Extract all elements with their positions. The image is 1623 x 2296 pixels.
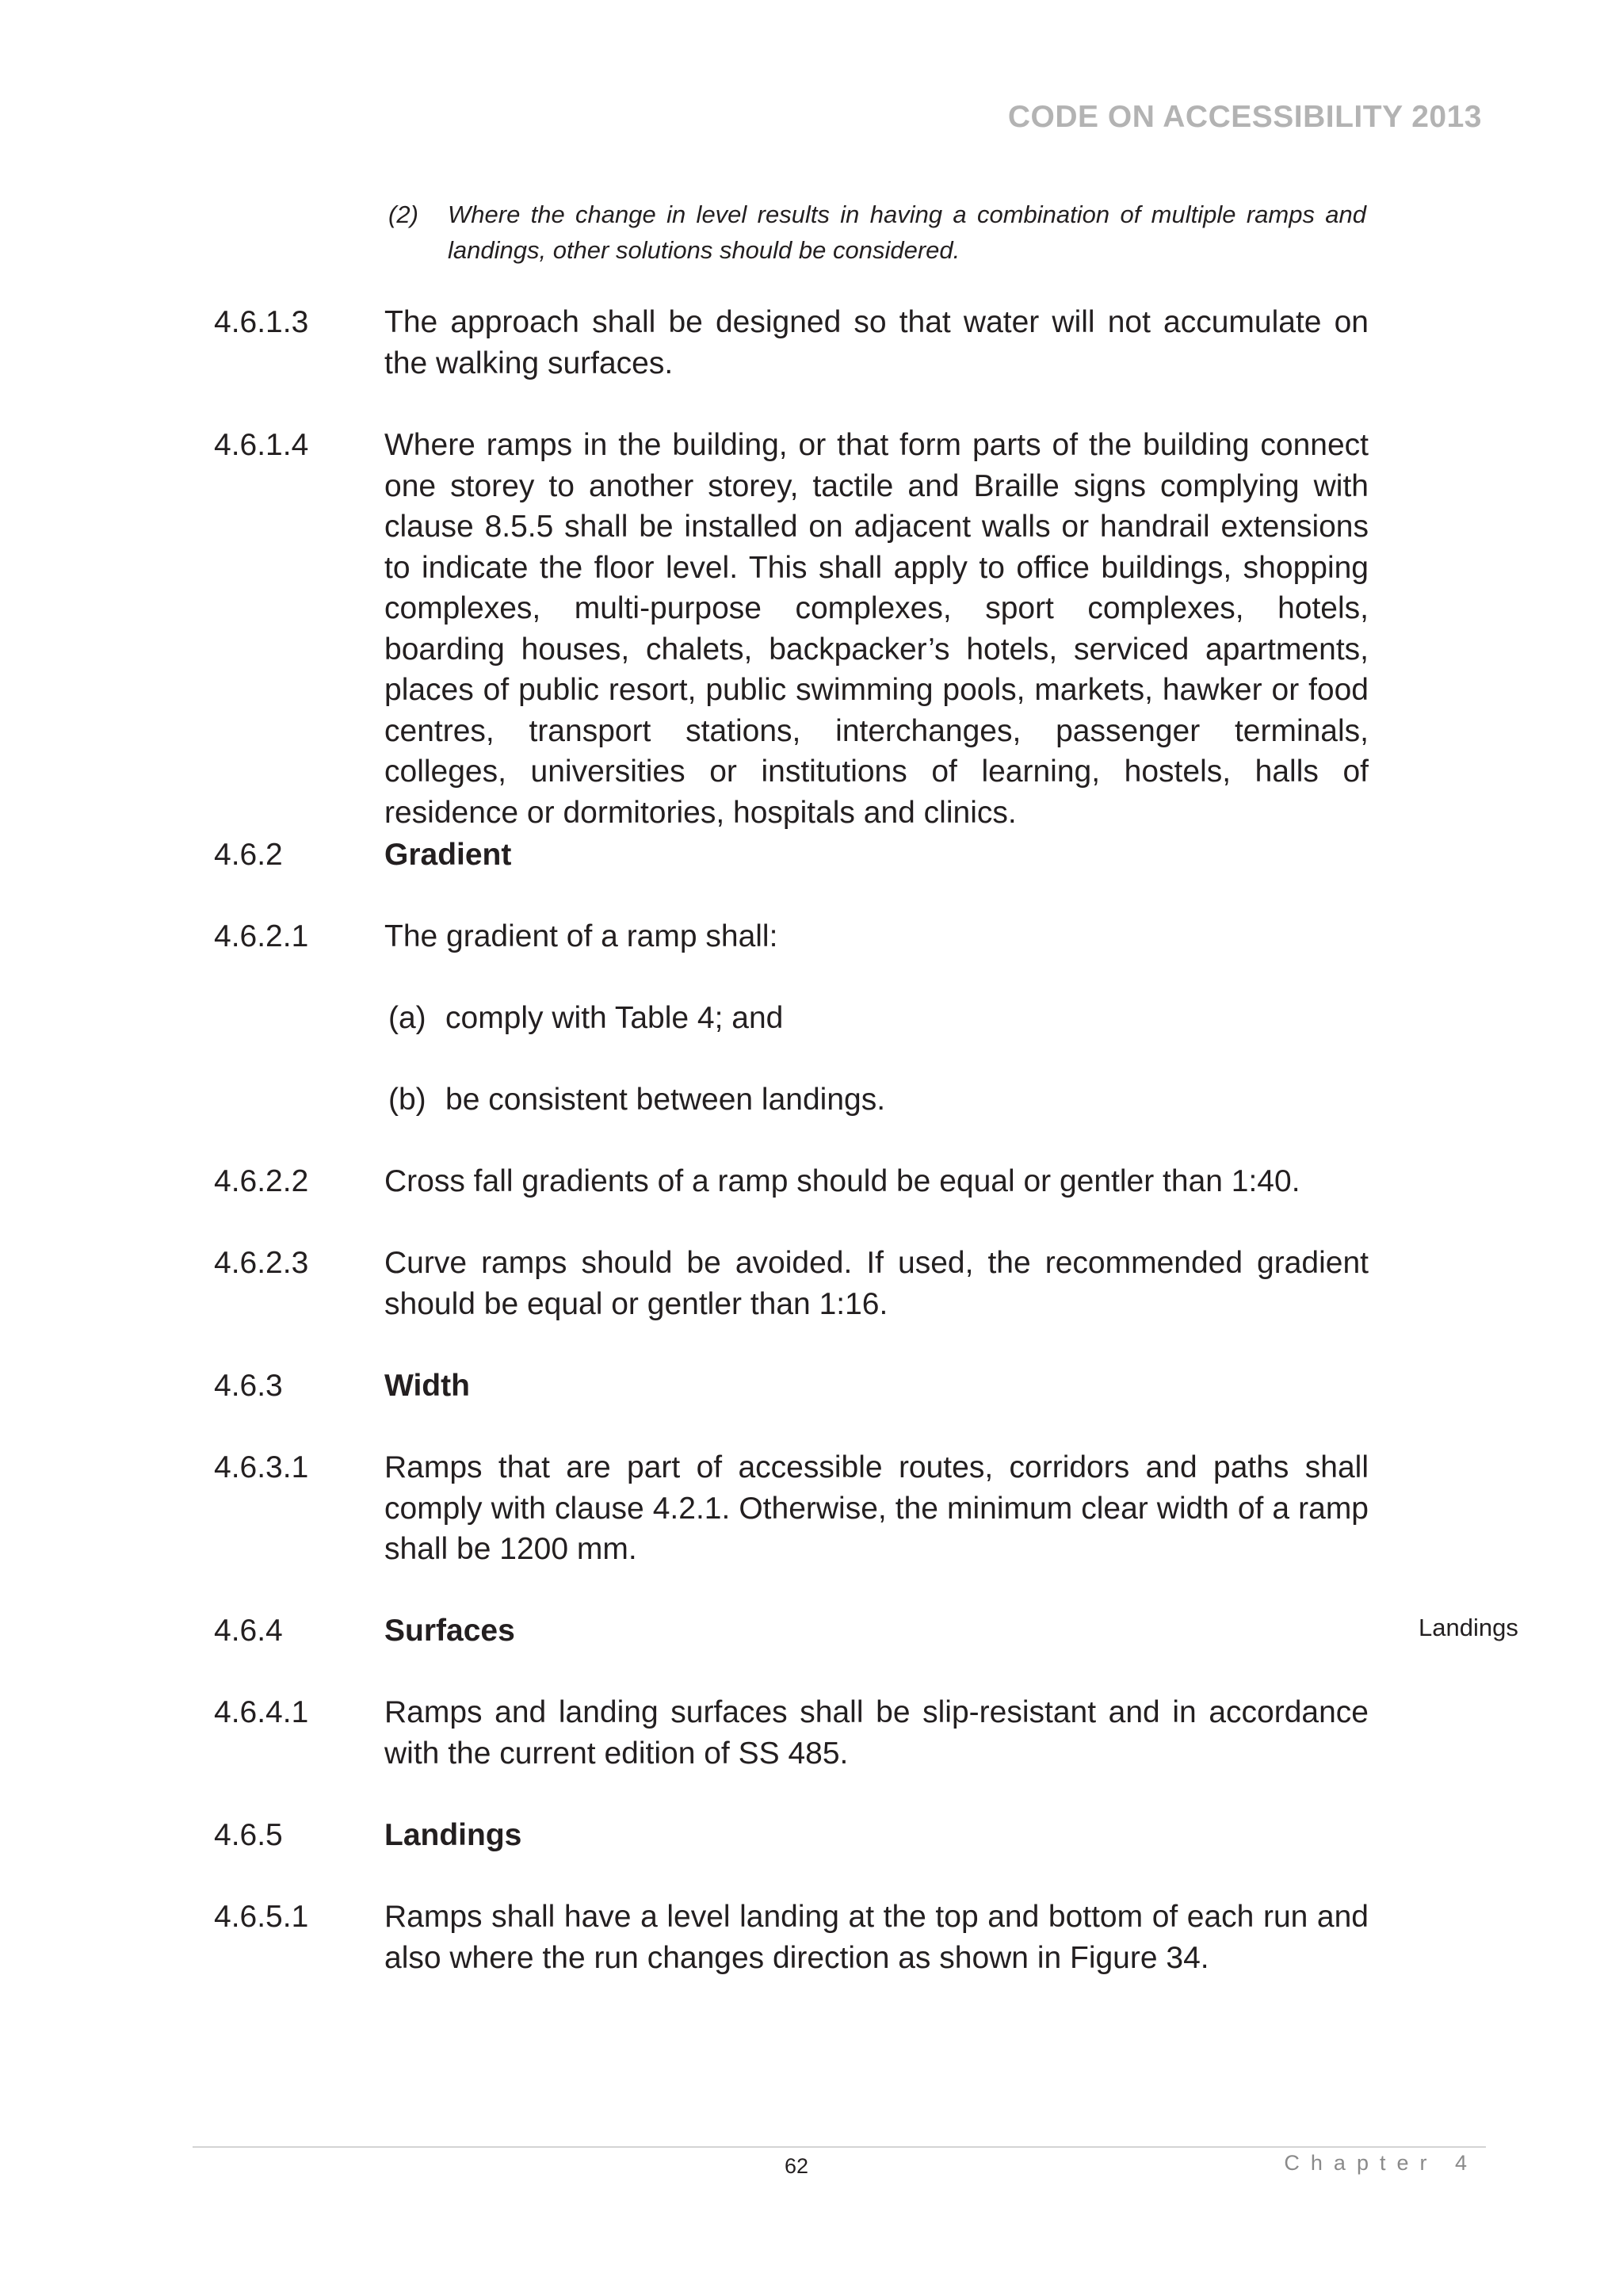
clause-number: 4.6.3.1 [214,1450,309,1484]
list-item-a [388,998,783,1038]
clause-4-6-1-4 [214,425,1369,833]
clause-text: Where ramps in the building, or that form parts of the building connect one storey to another storey, tactile and Braille signs complying with clause 8.5.5 shall be installed on adjacent walls or handrail extensions to indicate the floor level. This shall apply to office buildings, shopping complexes, multi-purpose complexes, sport complexes, hotels, boarding houses, chalets, backpacker’s hotels, serviced apartments, places of public resort, public swimming pools, markets, hawker or food centres, transport stations, interchanges, passenger terminals, colleges, universities or institutions of learning, hostels, halls of residence or dormitories, hospitals and clinics. [384,428,1369,830]
chapter-label: Chapter 4 [1284,2151,1478,2175]
clause-text: Cross fall gradients of a ramp should be equal or gentler than 1:40. [384,1164,1300,1198]
page-number: 62 [785,2154,809,2178]
clause-text: The approach shall be designed so that water will not accumulate on the walking surfaces. [384,305,1369,380]
section-title: Landings [384,1818,522,1852]
clause-number: 4.6.4.1 [214,1695,309,1729]
margin-note-landings: Landings [1419,1614,1518,1641]
heading-width [214,1366,1369,1407]
heading-gradient [214,835,1369,876]
document-header-title: CODE ON ACCESSIBILITY 2013 [1007,100,1482,134]
list-item-text: be consistent between landings. [445,1083,886,1117]
note-2 [388,197,1366,268]
list-item-marker: (a) [388,1001,426,1035]
clause-text: Ramps that are part of accessible routes, corridors and paths shall comply with clause 4.2.1. Otherwise, the minimum clear width of a ramp shall be 1200 mm. [384,1450,1369,1566]
footer-divider [193,2146,1486,2148]
clause-text: Curve ramps should be avoided. If used, the recommended gradient should be equal or gentler than 1:16. [384,1246,1369,1321]
clause-number: 4.6.2.3 [214,1246,309,1280]
clause-number: 4.6.5.1 [214,1900,309,1934]
clause-4-6-2-1 [214,916,1369,957]
clause-text: Ramps and landing surfaces shall be slip-resistant and in accordance with the current edition of SS 485. [384,1695,1369,1771]
list-item-text: comply with Table 4; and [445,1001,784,1035]
section-number: 4.6.2 [214,838,283,872]
clause-text: Ramps shall have a level landing at the top and bottom of each run and also where the run changes direction as shown in Figure 34. [384,1900,1369,1975]
clause-number: 4.6.1.4 [214,428,309,462]
list-item-marker: (b) [388,1083,426,1117]
section-number: 4.6.3 [214,1369,283,1403]
note-text: Where the change in level results in having a combination of multiple ramps and landings, other solutions should be considered. [448,201,1366,264]
clause-text: The gradient of a ramp shall: [384,919,778,953]
clause-4-6-2-2 [214,1161,1369,1202]
clause-number: 4.6.2.1 [214,919,309,953]
note-number: (2) [388,201,418,228]
section-number: 4.6.4 [214,1614,283,1648]
clause-4-6-4-1 [214,1692,1369,1774]
heading-landings [214,1815,1369,1856]
list-item-b [388,1079,885,1120]
section-title: Width [384,1369,470,1403]
section-title: Gradient [384,838,512,872]
section-title: Surfaces [384,1614,515,1648]
section-number: 4.6.5 [214,1818,283,1852]
clause-4-6-3-1 [214,1447,1369,1570]
clause-4-6-5-1 [214,1897,1369,1978]
clause-4-6-1-3 [214,302,1369,384]
heading-surfaces [214,1610,1369,1652]
clause-number: 4.6.1.3 [214,305,309,339]
clause-4-6-2-3 [214,1243,1369,1324]
clause-number: 4.6.2.2 [214,1164,309,1198]
